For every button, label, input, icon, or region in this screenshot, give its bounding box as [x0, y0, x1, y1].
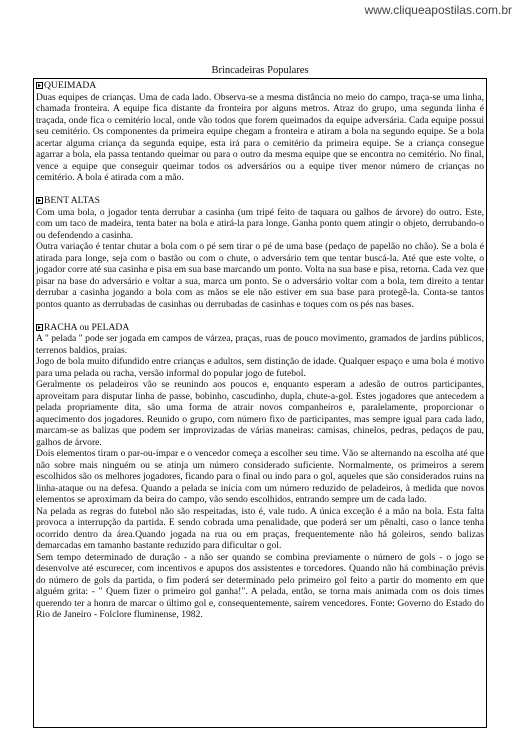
expand-icon: [36, 197, 43, 204]
section-heading-text: QUEIMADA: [44, 80, 97, 91]
content-frame: [33, 78, 487, 728]
section-paragraph: A " pelada " pode ser jogada em campos de várzea, praças, ruas de pouco movimento, gramados de jardins públicos, terrenos baldios, praias.: [36, 333, 484, 356]
expand-icon: [36, 324, 43, 331]
section-heading-text: BENT ALTAS: [44, 195, 101, 206]
section-racha-pelada: [36, 322, 484, 621]
section-heading: [36, 322, 484, 334]
section-bent-altas: [36, 195, 484, 310]
section-paragraph: Com uma bola, o jogador tenta derrubar a casinha (um tripé feito de taquara ou galhos de árvore) do outro. Este, com um taco de madeira, tenta bater na bola e atirá-la para longe. Ganha ponto quem atingir o objeto, derrubando-o ou defendendo a casinha.: [36, 206, 484, 241]
expand-icon: [36, 82, 43, 89]
section-paragraph: Na pelada as regras do futebol não são respeitadas, isto é, vale tudo. A única exceção é a mão na bola. Esta falta provoca a interrupção da partida. E sendo cobrada uma penalidade, que poderá ser um pênalti, caso o lance tenha ocorrido dentro da área.Quando jogada na rua ou em praças, frequentemente não há goleiros, sendo balizas demarcadas em tamanho bastante reduzido para dificultar o gol.: [36, 505, 484, 551]
section-paragraph: Outra variação é tentar chutar a bola com o pé sem tirar o pé de uma base (pedaço de papelão no chão). Se a bola é atirada para longe, seja com o bastão ou com o chute, o adversário tem que tentar buscá-la. Até que este volte, o jogador corre até sua casinha e pisa em sua base marcando um ponto. Volta na sua base e pisa, retorna. Cada vez que pisar na base do adversário e voltar a sua, marca um ponto. Se o adversário voltar com a bola, tem direito a tentar derrubar a casinha jogando a bola com as mãos se ele não estiver em sua base para protegê-la. Conta-se tantos pontos quanto as derrubadas de casinhas ou derrubadas de casinhas e toques com os pés nas bases.: [36, 241, 484, 310]
page-title: Brincadeiras Populares: [211, 65, 309, 76]
section-paragraph: Dois elementos tiram o par-ou-ímpar e o vencedor começa a escolher seu time. Vão se alternando na escolha até que não sobre mais ninguém ou se atinja um número considerado suficiente. Normalmente, os primeiros a serem escolhidos são os melhores jogadores, ficando para o final ou indo para o gol, aqueles que são considerados ruins na linha-ataque ou na defesa. Quando a pelada se inicia com um número reduzido de peladeiros, à medida que novos elementos se aproximam da beira do campo, vão sendo escolhidos, entrando sempre um de cada lado.: [36, 448, 484, 505]
section-paragraph: Duas equipes de crianças. Uma de cada lado. Observa-se a mesma distância no meio do campo, traça-se uma linha, chamada fronteira. A equipe fica distante da fronteira por alguns metros. Atraz do grupo, uma segunda linha é traçada, onde fica o cemitério local, onde vão todos que forem queimados da equipe adversária. Cada equipe possui seu cemitério. Os componentes da primeira equipe chegam a fronteira e atiram a bola na segundo equipe. Se a bola acertar alguma criança da segunda equipe, esta irá para o cemitério da primeira equipe. Se a criança consegue agarrar a bola, ela passa tentando queimar ou para o outro da mesma equipe que se encontra no cemitério. No final, vence a equipe que conseguir queimar todos os adversários ou a equipe tiver menor número de crianças no cemitério. A bola é atirada com a mão.: [36, 91, 484, 183]
section-paragraph: Geralmente os peladeiros vão se reunindo aos poucos e, enquanto esperam a adesão de outros participantes, aproveitam para disputar linha de passe, bobinho, cascudinho, dupla, chute-a-gol. Estes jogadores que antecedem a pelada propriamente dita, são uma forma de atrair novos companheiros e, paralelamente, proporcionar o aquecimento dos jogadores. Reunido o grupo, com número fixo de participantes, mas sempre igual para cada lado, marcam-se as balizas que podem ser improvizadas de várias maneiras: camisas, chinelos, pedras, pedaços de pau, galhos de árvore.: [36, 379, 484, 448]
section-heading: [36, 80, 484, 92]
section-heading-text: RACHA ou PELADA: [44, 321, 130, 333]
section-paragraph: Jogo de bola muito difundido entre crianças e adultos, sem distinção de idade. Qualquer espaço e uma bola é motivo para uma pelada ou racha, versão informal do popular jogo de futebol.: [36, 356, 484, 379]
section-queimada: [36, 80, 484, 184]
site-url: www.cliqueapostilas.com.br: [364, 3, 512, 17]
section-heading: [36, 195, 484, 207]
section-paragraph: Sem tempo determinado de duração - a não ser quando se combina previamente o número de gols - o jogo se desenvolve até escurecer, com incentivos e apupos dos assistentes e torcedores. Quando não há combinação prévis do número de gols da partida, o fim poderá ser determinado pelo primeiro gol feito a partir do momento em que alguém grita: - " Quem fizer o primeiro gol ganha!". A pelada, então, se torna mais animada com os dois times querendo ter a honra de marcar o último gol e, consequentemente, saírem vencedores. Fonte: Governo do Estado do Rio de Janeiro - Folclore fluminense, 1982.: [36, 551, 484, 620]
